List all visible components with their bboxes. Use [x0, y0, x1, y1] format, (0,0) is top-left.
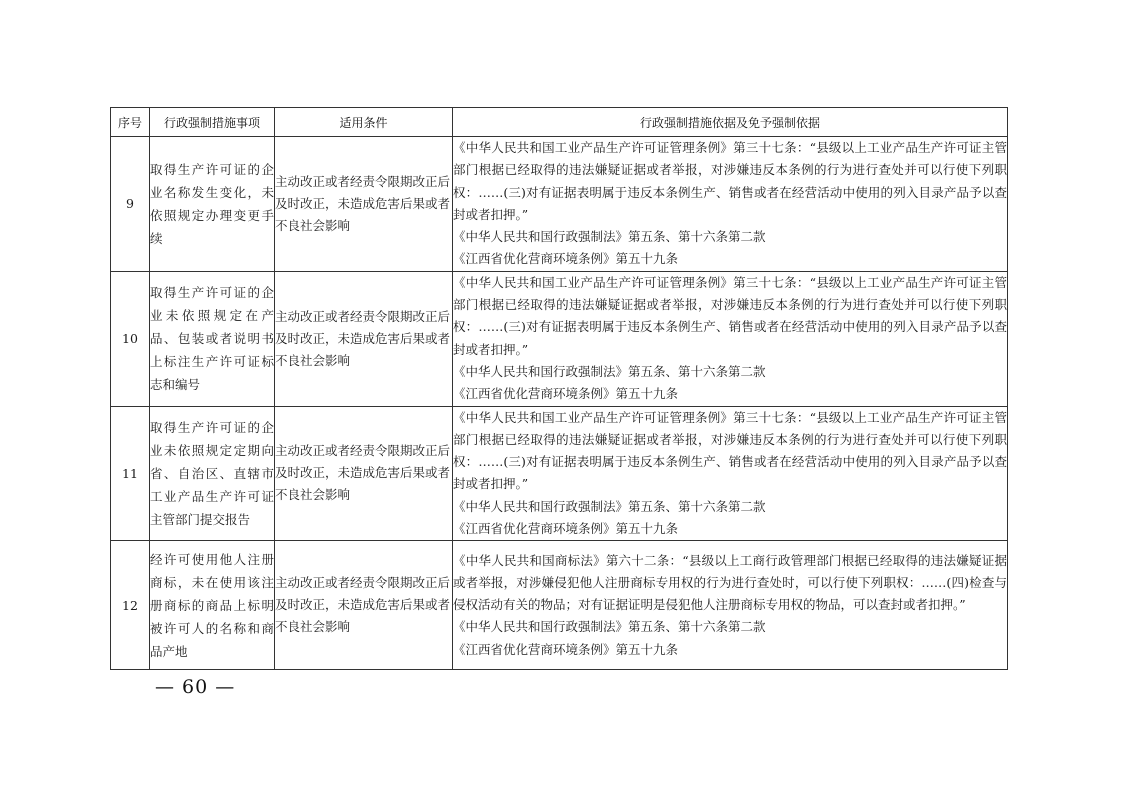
row-applicable-condition: 主动改正或者经责令限期改正后及时改正，未造成危害后果或者不良社会影响: [275, 271, 453, 406]
row-measure-item: 取得生产许可证的企业名称发生变化，未依照规定办理变更手续: [150, 137, 275, 272]
basis-clause: 《江西省优化营商环境条例》第五十九条: [453, 386, 679, 402]
page-number: — 60 —: [155, 676, 236, 698]
basis-clause: 《中华人民共和国行政强制法》第五条、第十六条第二款: [453, 229, 766, 245]
header-serial-number: 序号: [111, 108, 150, 137]
row-serial-number: 12: [111, 541, 150, 670]
header-legal-basis: 行政强制措施依据及免予强制依据: [453, 108, 1008, 137]
row-applicable-condition: 主动改正或者经责令限期改正后及时改正，未造成危害后果或者不良社会影响: [275, 541, 453, 670]
row-legal-basis: [453, 271, 1008, 406]
basis-clause: 《中华人民共和国工业产品生产许可证管理条例》第三十七条：“县级以上工业产品生产许可证主管部门根据已经取得的违法嫌疑证据或者举报，对涉嫌违反本条例的行为进行查处并可以行使下列职权：……(三)对有证据表明属于违反本条例生产、销售或者在经营活动中使用的列入目录产品予以查封或者扣押。”: [453, 274, 1007, 357]
row-applicable-condition: 主动改正或者经责令限期改正后及时改正，未造成危害后果或者不良社会影响: [275, 406, 453, 541]
basis-clause: 《江西省优化营商环境条例》第五十九条: [453, 251, 679, 267]
table-row: [111, 137, 1008, 272]
basis-clause: 《中华人民共和国工业产品生产许可证管理条例》第三十七条：“县级以上工业产品生产许可证主管部门根据已经取得的违法嫌疑证据或者举报，对涉嫌违反本条例的行为进行查处并可以行使下列职权：……(三)对有证据表明属于违反本条例生产、销售或者在经营活动中使用的列入目录产品予以查封或者扣押。”: [453, 140, 1007, 222]
row-serial-number: 10: [111, 271, 150, 406]
row-measure-item: 取得生产许可证的企业未依照规定在产品、包装或者说明书上标注生产许可证标志和编号: [150, 271, 275, 406]
header-applicable-condition: 适用条件: [275, 108, 453, 137]
header-measure-item: 行政强制措施事项: [150, 108, 275, 137]
row-serial-number: 11: [111, 406, 150, 541]
table-header-row: [111, 108, 1008, 137]
basis-clause: 《江西省优化营商环境条例》第五十九条: [453, 641, 679, 657]
row-measure-item: 取得生产许可证的企业未依照规定定期向省、自治区、直辖市工业产品生产许可证主管部门提交报告: [150, 406, 275, 541]
basis-clause: 《江西省优化营商环境条例》第五十九条: [453, 521, 679, 537]
measures-table: [110, 107, 1008, 670]
table-row: [111, 406, 1008, 541]
basis-clause: 《中华人民共和国工业产品生产许可证管理条例》第三十七条：“县级以上工业产品生产许可证主管部门根据已经取得的违法嫌疑证据或者举报，对涉嫌违反本条例的行为进行查处并可以行使下列职权：……(三)对有证据表明属于违反本条例生产、销售或者在经营活动中使用的列入目录产品予以查封或者扣押。”: [453, 409, 1007, 492]
basis-clause: 《中华人民共和国行政强制法》第五条、第十六条第二款: [453, 498, 766, 514]
basis-clause: 《中华人民共和国行政强制法》第五条、第十六条第二款: [453, 363, 766, 379]
row-legal-basis: [453, 541, 1008, 670]
row-serial-number: 9: [111, 137, 150, 272]
basis-clause: 《中华人民共和国行政强制法》第五条、第十六条第二款: [453, 619, 766, 635]
table-row: [111, 541, 1008, 670]
row-legal-basis: [453, 406, 1008, 541]
row-applicable-condition: 主动改正或者经责令限期改正后及时改正，未造成危害后果或者不良社会影响: [275, 137, 453, 272]
table-row: [111, 271, 1008, 406]
row-legal-basis: [453, 137, 1008, 272]
row-measure-item: 经许可使用他人注册商标，未在使用该注册商标的商品上标明被许可人的名称和商品产地: [150, 541, 275, 670]
basis-clause: 《中华人民共和国商标法》第六十二条：“县级以上工商行政管理部门根据已经取得的违法嫌疑证据或者举报，对涉嫌侵犯他人注册商标专用权的行为进行查处时，可以行使下列职权：……(四)检查与侵权活动有关的物品；对有证据证明是侵犯他人注册商标专用权的物品，可以查封或者扣押。”: [453, 552, 1007, 613]
